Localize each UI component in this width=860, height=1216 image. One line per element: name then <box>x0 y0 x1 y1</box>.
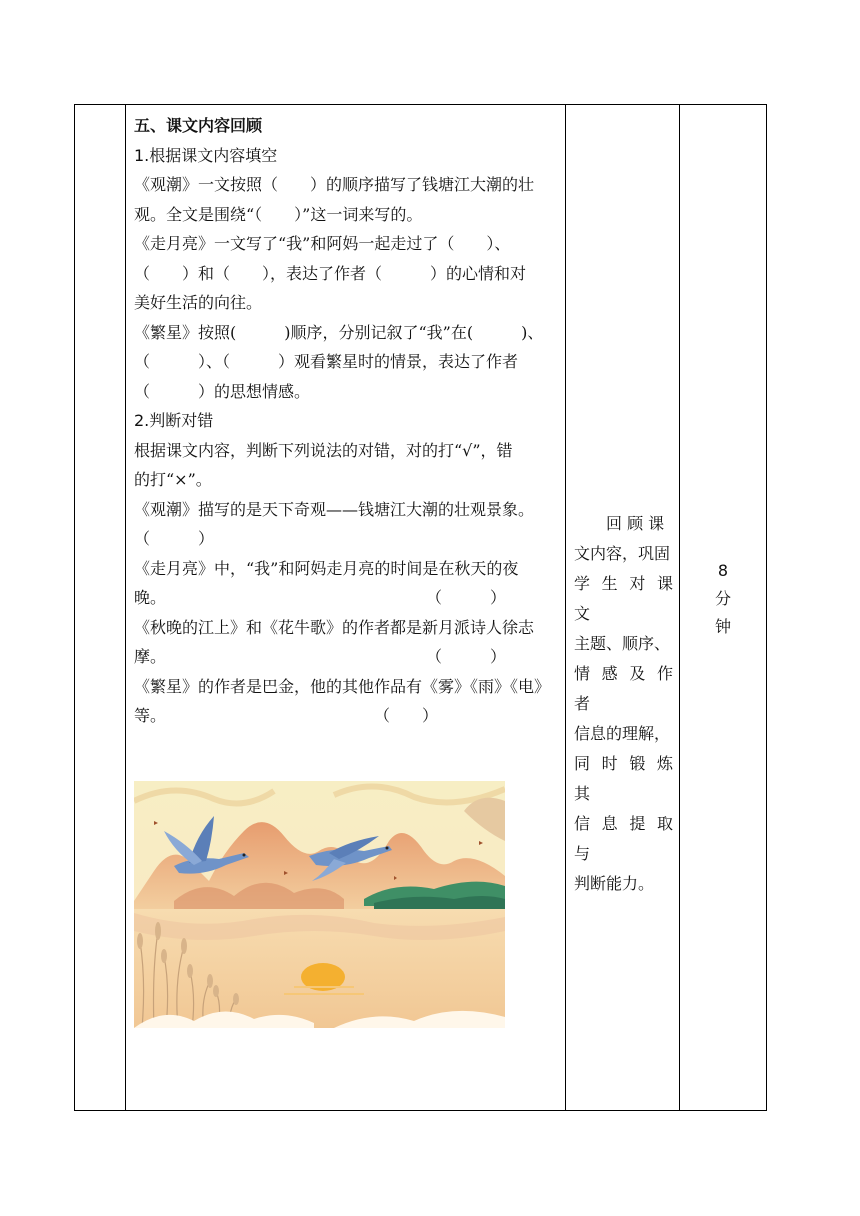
empty-stage-cell <box>75 105 126 1111</box>
design-intent-line: 学 生 对 课 文 <box>574 574 673 623</box>
judge-item-text-end: 晚。 <box>134 588 167 607</box>
judge-item-answer-blank: （ ） <box>425 647 506 666</box>
judge-intro-line: 根据课文内容，判断下列说法的对错，对的打“√”，错 <box>134 440 513 460</box>
design-intent-line: 信息的理解， <box>574 724 671 743</box>
judge-item-text: 《秋晚的江上》和《花牛歌》的作者都是新月派诗人徐志 <box>134 617 535 637</box>
judge-item-answer-blank: （ ） <box>373 706 438 725</box>
fill-line: 《走月亮》一文写了“我”和阿妈一起走过了（ ）、 <box>134 234 511 253</box>
judge-item-text: 《繁星》的作者是巴金，他的其他作品有《雾》《雨》《电》 <box>134 676 551 696</box>
design-intent-line: 同 时 锻 炼 其 <box>574 754 673 803</box>
judge-item-text-end: 等。 <box>134 706 167 725</box>
part2-title: 2.判断对错 <box>134 411 214 430</box>
time-cell <box>680 105 767 1111</box>
design-intent-line: 情 感 及 作 者 <box>574 664 673 713</box>
design-intent-line: 主题、顺序、 <box>574 634 671 653</box>
fill-line: 美好生活的向往。 <box>134 293 263 312</box>
time-unit-char: 钟 <box>714 617 731 636</box>
judge-item-answer-blank: （ ） <box>425 588 506 607</box>
lesson-plan-table <box>74 104 767 1111</box>
judge-item-answer-blank: （ ） <box>134 529 215 548</box>
judge-item-text: 《观潮》描写的是天下奇观——钱塘江大潮的壮观景象。 <box>134 499 535 519</box>
design-intent-line: 文内容，巩固 <box>574 544 671 563</box>
section-heading: 五、课文内容回顾 <box>134 116 263 135</box>
judge-item-row <box>134 583 558 613</box>
design-intent-line: 回 顾 课 <box>574 514 665 533</box>
autumn-geese-illustration <box>134 781 505 1028</box>
fill-line: 《繁星》按照( )顺序，分别记叙了“我”在( )、 <box>134 322 544 342</box>
fill-line: （ ）的思想情感。 <box>134 381 311 401</box>
judge-item-row <box>134 701 558 731</box>
content-cell <box>126 105 566 1111</box>
design-intent-line: 判断能力。 <box>574 874 655 893</box>
design-intent-line: 信 息 提 取 与 <box>574 814 673 863</box>
judge-item-text-end: 摩。 <box>134 647 167 666</box>
time-value: 8 <box>717 561 729 580</box>
judge-intro-line: 的打“×”。 <box>134 470 212 489</box>
fill-line: 《观潮》一文按照（ ）的顺序描写了钱塘江大潮的壮 <box>134 175 535 194</box>
fill-line: （ ）和（ ），表达了作者（ ）的心情和对 <box>134 263 527 283</box>
part1-title: 1.根据课文内容填空 <box>134 145 278 165</box>
judge-item-row <box>134 642 558 672</box>
judge-item-text: 《走月亮》中，“我”和阿妈走月亮的时间是在秋天的夜 <box>134 558 519 578</box>
time-unit-char: 分 <box>714 589 731 608</box>
design-intent-cell <box>566 105 680 1111</box>
fill-line: （ ）、（ ）观看繁星时的情景，表达了作者 <box>134 352 519 371</box>
fill-line: 观。全文是围绕“（ ）”这一词来写的。 <box>134 204 423 224</box>
